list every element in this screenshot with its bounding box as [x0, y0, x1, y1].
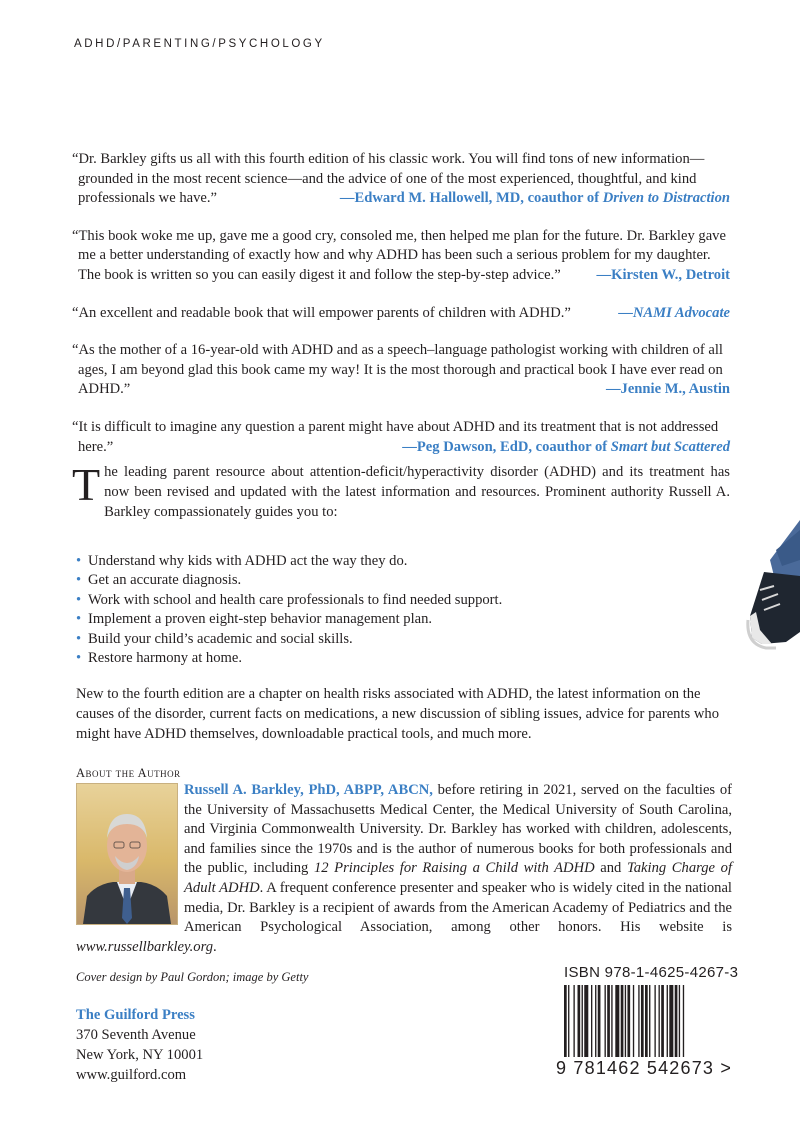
barcode-bar: [607, 985, 610, 1057]
endorsement-text: “This book woke me up, gave me a good cry, consoled me, then helped me plan for the future. Dr. Barkley gave me a better understanding of exactly how and why ADHD has been such a serious problem for my daughter. The book is written so you can easily digest it and follow the step-by-step advice.”: [72, 227, 726, 283]
list-item: • Implement a proven eight-step behavior management plan.: [76, 610, 502, 629]
new-edition-text: New to the fourth edition are a chapter on health risks associated with ADHD, the latest information on the causes of the disorder, current facts on medications, a new discussion of sibling issues, advice for parents who might have ADHD themselves, downloadable practical tools, and much more.: [76, 686, 719, 742]
bullet-icon: •: [76, 650, 82, 667]
book-description: [72, 459, 730, 522]
sneaker-image: [700, 520, 800, 650]
barcode-bar: [633, 985, 634, 1057]
publisher-info: [76, 1005, 203, 1085]
endorsement-attribution: —Jennie M., Austin: [605, 381, 730, 398]
barcode-bar: [595, 985, 596, 1057]
publisher-website: www.guilford.com: [76, 1067, 187, 1083]
publisher-address-line-1: 370 Seventh Avenue: [76, 1027, 196, 1043]
benefit-list: [76, 552, 502, 668]
endorsement-3: [72, 304, 730, 324]
endorsement-1: [72, 150, 730, 209]
barcode-digits: 9 781462 542673 >: [556, 1058, 733, 1078]
endorsement-4: [72, 341, 730, 400]
endorsement-attribution: —Peg Dawson, EdD, coauthor of Smart but Scattered: [402, 438, 730, 455]
publisher-address-line-2: New York, NY 10001: [76, 1047, 204, 1063]
barcode-bar: [679, 985, 680, 1057]
barcode-bar: [573, 985, 574, 1057]
barcode-bar: [667, 985, 668, 1057]
barcode-bar: [638, 985, 639, 1057]
list-item: • Build your child’s academic and social skills.: [76, 630, 502, 649]
list-item: • Get an accurate diagnosis.: [76, 571, 502, 590]
barcode-bar: [584, 985, 588, 1057]
endorsement-5: [72, 418, 730, 457]
publisher-name: The Guilford Press: [76, 1007, 195, 1023]
barcode-bar: [564, 985, 567, 1057]
barcode-bar: [649, 985, 650, 1057]
list-item: • Work with school and health care professionals to find needed support.: [76, 591, 502, 610]
bullet-icon: •: [76, 630, 82, 647]
barcode-bar: [578, 985, 581, 1057]
book-title: Taking Charge of Adult ADHD: [184, 860, 732, 896]
barcode-bar: [641, 985, 644, 1057]
endorsement-text: “Dr. Barkley gifts us all with this fourth edition of his classic work. You will find tons of new information—grounded in the most recent science—and the advice of one of the most experienced, thoughtful, and kind professionals we have.”: [72, 151, 705, 207]
author-name: Russell A. Barkley, PhD, ABPP, ABCN,: [184, 782, 433, 798]
barcode-bar: [625, 985, 626, 1057]
endorsement-2: [72, 227, 730, 286]
endorsements: [72, 150, 730, 475]
book-title: 12 Principles for Raising a Child with ADHD: [313, 860, 595, 877]
barcode-bar: [621, 985, 624, 1057]
barcode-bar: [645, 985, 648, 1057]
barcode-bar: [615, 985, 619, 1057]
barcode-bar: [654, 985, 655, 1057]
barcode-bar: [605, 985, 606, 1057]
endorsement-text: “An excellent and readable book that will empower parents of children with ADHD.”: [72, 304, 571, 321]
endorsement-text: “As the mother of a 16-year-old with ADHD and as a speech–language pathologist working with children of all ages, I am beyond glad this book came my way! It is the most thorough and practical book I have ever read on ADHD.”: [72, 342, 723, 398]
isbn-label: ISBN 978-1-4625-4267-3: [564, 964, 739, 981]
bullet-icon: •: [76, 572, 82, 589]
category-label: ADHD/PARENTING/PSYCHOLOGY: [74, 38, 325, 50]
barcode-bar: [611, 985, 612, 1057]
cover-credit: Cover design by Paul Gordon; image by Getty: [76, 970, 309, 984]
bullet-icon: •: [76, 591, 82, 608]
endorsement-attribution: —Kirsten W., Detroit: [596, 266, 730, 283]
barcode-bar: [659, 985, 660, 1057]
list-item: • Understand why kids with ADHD act the way they do.: [76, 552, 502, 571]
barcode-bar: [582, 985, 583, 1057]
author-website: www.russellbarkley.org: [76, 938, 214, 955]
barcode-bar: [598, 985, 601, 1057]
bullet-icon: •: [76, 611, 82, 628]
barcode-bar: [568, 985, 569, 1057]
list-item: • Restore harmony at home.: [76, 649, 502, 668]
barcode-image: [562, 985, 736, 1057]
endorsement-text: “It is difficult to imagine any question a parent might have about ADHD and its treatment that is not addressed here.”: [72, 418, 719, 455]
barcode-bar: [591, 985, 592, 1057]
about-author-heading: About the Author: [76, 766, 181, 780]
barcode-bar: [627, 985, 630, 1057]
barcode-bar: [661, 985, 664, 1057]
drop-cap: T: [72, 459, 101, 510]
barcode-bar: [683, 985, 684, 1057]
barcode-bar: [669, 985, 673, 1057]
barcode-bar: [675, 985, 678, 1057]
endorsement-attribution: —NAMI Advocate: [618, 304, 730, 321]
description-text: he leading parent resource about attention-deficit/hyperactivity disorder (ADHD) and its treatment has now been revised and updated with the latest information and resources. Prominent authority Russell A. Barkley compassionately guides you to:: [104, 464, 730, 520]
bullet-icon: •: [76, 553, 82, 569]
author-bio: Russell A. Barkley, PhD, ABPP, ABCN, before retiring in 2021, served on the faculties of the University of Massachusetts Medical Center, the Medical University of South Carolina, and Virginia Commonwealth University. Dr. Barkley has worked with children, adolescents, and families since the 1970s and is the author of numerous books for both professionals and the public, including 12 Principles for Raising a Child with ADHD and Taking Charge of Adult ADHD. A frequent conference presenter and speaker who is widely cited in the national media, Dr. Barkley is a recipient of awards from the American Academy of Pediatrics and the American Psychological Association, among other honors. His website is www.russellbarkley.org.: [76, 782, 732, 955]
endorsement-attribution: —Edward M. Hallowell, MD, coauthor of Driven to Distraction: [339, 190, 730, 207]
